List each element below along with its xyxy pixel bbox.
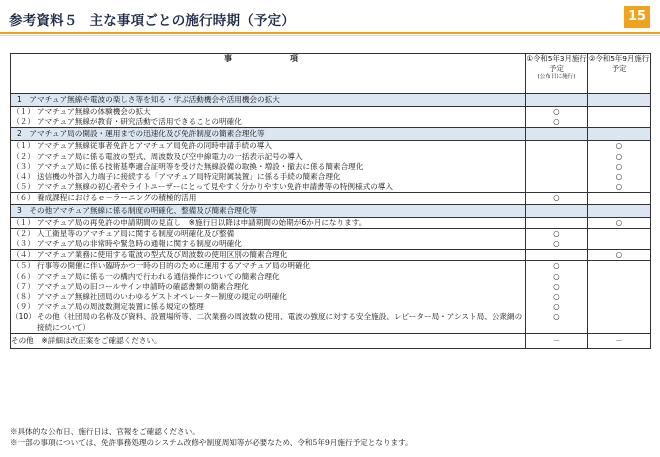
list-item [11, 162, 525, 172]
item-number: （３） [12, 239, 35, 249]
march-mark: ○ [553, 261, 560, 271]
item-group-september-marks [588, 250, 651, 261]
item-group-march-marks [526, 193, 588, 204]
item-group-row [11, 107, 651, 128]
item-group-september-marks [588, 217, 651, 228]
september-mark: ○ [615, 182, 623, 192]
september-mark [588, 312, 650, 332]
footnote-2: ※一部の事項については、免許事務処理のシステム改修や制度周知等が必要なため、令和5年9月施行予定となります。 [10, 438, 413, 447]
section-cell-march [526, 204, 588, 217]
list-item [11, 229, 525, 239]
list-item [11, 193, 525, 203]
september-mark [588, 282, 650, 292]
march-mark [526, 162, 587, 172]
item-text: アマチュア局に係る電波の型式、周波数及び空中線電力の一括表示記号の導入 [37, 151, 303, 161]
march-mark: ○ [553, 292, 560, 301]
september-mark: ○ [615, 171, 623, 181]
item-text: アマチュア無線の初心者やライトユーザーにとって見やすく分かりやすい免許申請書等の特例様式の導入 [37, 182, 393, 192]
march-mark: ○ [553, 107, 560, 116]
item-number: （５） [12, 182, 35, 192]
item-group-september-marks [588, 228, 651, 249]
item-group-march-marks [526, 250, 588, 261]
item-number: （１） [12, 217, 35, 227]
col-header-march-label: ①令和5年3月施行予定 [526, 54, 587, 73]
september-mark: ○ [615, 141, 623, 151]
item-group-description [11, 193, 526, 204]
other-text: その他 ※詳細は改正案をご確認ください。 [11, 333, 526, 348]
item-group-row [11, 261, 651, 333]
section-cell-september [588, 204, 651, 217]
march-mark: ○ [553, 302, 560, 312]
item-group-march-marks [526, 217, 588, 228]
col-header-march [526, 54, 588, 94]
col-header-march-sub: (公布日に施行) [537, 74, 576, 81]
list-item [11, 218, 525, 228]
item-group-description [11, 228, 526, 249]
list-item [11, 282, 525, 292]
march-mark: ○ [553, 281, 560, 291]
section-cell-march [526, 128, 588, 141]
march-mark [526, 141, 587, 151]
col-header-items: 事 項 [11, 54, 526, 94]
item-text: 行事等の開催に伴い臨時かつ一時の目的のために運用するアマチュア局の明確化 [37, 261, 311, 271]
march-mark [526, 172, 587, 182]
list-item [11, 302, 525, 312]
item-group-row [11, 141, 651, 193]
title-prefix: 参考資料５ [9, 13, 78, 29]
item-number: （５） [12, 261, 35, 271]
slide-title [9, 9, 295, 29]
item-number: （３） [12, 161, 35, 171]
march-mark: ○ [553, 271, 560, 281]
item-group-march-marks [526, 228, 588, 249]
item-group-september-marks [588, 261, 651, 333]
item-group-row [11, 193, 651, 204]
section-title: 1 アマチュア無線や電波の楽しさ等を知る・学ぶ活動機会や活用機会の拡大 [11, 94, 526, 107]
section-row [11, 94, 651, 107]
september-mark: ○ [615, 217, 623, 227]
item-text: アマチュア業務に使用する電波の型式及び周波数の使用区別の簡素合理化 [37, 250, 288, 260]
march-mark: ○ [553, 117, 560, 127]
list-item [11, 272, 525, 282]
september-mark [588, 239, 650, 249]
march-mark: ○ [553, 193, 560, 203]
list-item [11, 182, 525, 192]
slide-header [0, 0, 660, 36]
list-item [11, 312, 525, 332]
item-group-row [11, 217, 651, 228]
march-mark: ○ [553, 228, 560, 238]
list-item [11, 250, 525, 260]
footnotes [10, 426, 413, 448]
item-group-description [11, 250, 526, 261]
september-mark: ○ [615, 151, 623, 161]
item-group-row [11, 250, 651, 261]
schedule-table [10, 53, 651, 349]
item-number: （２） [12, 117, 35, 127]
section-row [11, 128, 651, 141]
september-mark: ○ [615, 250, 623, 260]
other-september-mark: － [588, 333, 651, 348]
march-mark [526, 182, 587, 192]
item-group-march-marks [526, 261, 588, 333]
september-mark: ○ [615, 161, 623, 171]
item-text: アマチュア局に係る一の構内で行われる通信操作についての簡素合理化 [37, 271, 280, 281]
item-group-march-marks [526, 107, 588, 128]
item-number: （７） [12, 281, 35, 291]
september-mark [588, 193, 650, 203]
item-text: アマチュア無線の体験機会の拡大 [37, 107, 151, 116]
table-body [11, 94, 651, 349]
september-mark [588, 117, 650, 127]
section-cell-march [526, 94, 588, 107]
item-text: アマチュア無線が教育・研究活動で活用できることの明確化 [37, 117, 242, 127]
item-number: （１） [12, 141, 35, 151]
item-text: アマチュア局の非常時や緊急時の通報に関する制度の明確化 [37, 239, 242, 249]
item-number: （２） [12, 228, 35, 238]
march-mark [526, 250, 587, 260]
item-number: （４） [12, 172, 35, 182]
item-group-row [11, 228, 651, 249]
item-number: （８） [12, 292, 35, 302]
col-header-september-label: ②令和5年9月施行予定 [588, 54, 650, 73]
list-item [11, 107, 525, 117]
item-text: 送信機の外部入力端子に接続する「アマチュア局特定附属装置」に係る手続の簡素合理化 [37, 172, 341, 182]
item-number: （６） [12, 193, 35, 203]
section-cell-september [588, 128, 651, 141]
list-item [11, 292, 525, 302]
september-mark [588, 272, 650, 282]
item-text: アマチュア局の周波数測定装置に係る規定の整理 [37, 302, 204, 312]
page-number-badge: 15 [624, 6, 650, 28]
section-row [11, 204, 651, 217]
item-number: （６） [12, 271, 35, 281]
item-text: アマチュア無線社団局のいわゆるゲストオペレーター制度の規定の明確化 [37, 292, 287, 302]
header-divider [0, 32, 660, 34]
section-title: 3 その他アマチュア無線に係る制度の明確化、整備及び簡素合理化等 [11, 204, 526, 217]
march-mark [526, 152, 587, 162]
title-main: 主な事項ごとの施行時期（予定） [89, 13, 295, 29]
item-group-description [11, 261, 526, 333]
item-group-description [11, 141, 526, 193]
item-number: （１） [12, 107, 35, 116]
item-text: アマチュア局に係る技術基準適合証明等を受けた無線設備の取換・増設・撤去に係る簡素合理化 [37, 161, 364, 171]
list-item [11, 261, 525, 271]
section-cell-september [588, 94, 651, 107]
march-mark: ○ [553, 312, 560, 322]
september-mark [588, 229, 650, 239]
list-item [11, 117, 525, 127]
list-item [11, 239, 525, 249]
item-text: その他（社団局の名称及び資料、設置場所等、二次業務の周波数の使用、電波の強度に対する安全施設、レピーター局・アシスト局、公衆網の接続について） [37, 312, 523, 332]
september-mark [588, 261, 650, 271]
header-divider-thin [0, 35, 660, 36]
list-item [11, 172, 525, 182]
other-march-mark: － [526, 333, 588, 348]
list-item [11, 141, 525, 151]
item-group-description [11, 217, 526, 228]
list-item [11, 152, 525, 162]
item-number: （９） [12, 302, 35, 312]
item-number: （10） [11, 312, 36, 322]
item-group-march-marks [526, 141, 588, 193]
item-number: （４） [12, 250, 35, 260]
item-number: （２） [12, 151, 35, 161]
footnote-1: ※具体的な公布日、施行日は、官報をご確認ください。 [10, 427, 200, 436]
september-mark [588, 292, 650, 302]
item-text: アマチュア無線従事者免許とアマチュア局免許の同時申請手続の導入 [37, 141, 272, 151]
september-mark [588, 302, 650, 312]
col-header-september [588, 54, 651, 94]
item-group-september-marks [588, 193, 651, 204]
table-header-row [11, 54, 651, 94]
item-text: アマチュア局の再免許の申請期間の見直し ※施行日以降は申請期間の始期が6か月になります。 [37, 217, 367, 227]
section-title: 2 アマチュア局の開設・運用までの迅速化及び免許制度の簡素合理化等 [11, 128, 526, 141]
march-mark [526, 218, 587, 228]
item-group-september-marks [588, 107, 651, 128]
other-row [11, 333, 651, 348]
item-group-september-marks [588, 141, 651, 193]
item-text: アマチュア局の旧コールサイン申請時の確認書類の簡素合理化 [37, 281, 249, 291]
item-text: 養成課程におけるｅ－ラーニングの積極的活用 [37, 193, 197, 203]
item-group-description [11, 107, 526, 128]
item-text: 人工衛星等のアマチュア局に関する制度の明確化及び整備 [37, 228, 235, 238]
march-mark: ○ [553, 239, 560, 249]
september-mark [588, 107, 650, 117]
